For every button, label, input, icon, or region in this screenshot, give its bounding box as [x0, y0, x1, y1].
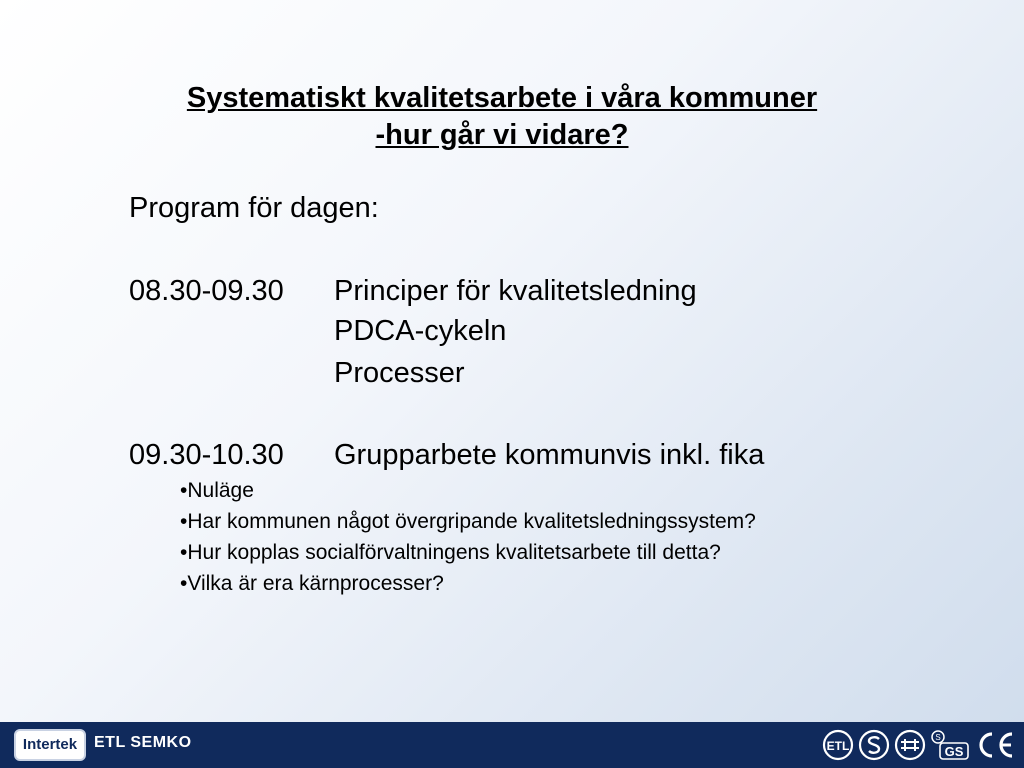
- session-2-item-1: Grupparbete kommunvis inkl. fika: [334, 439, 765, 471]
- intertek-logo: [14, 729, 86, 761]
- etl-semko-text: ETL SEMKO: [94, 734, 192, 751]
- session-1-item-2: PDCA-cykeln: [334, 315, 507, 347]
- etl-mark-icon: [822, 729, 854, 761]
- session-2-bullet-2: •Har kommunen något övergripande kvalitetsledningssystem?: [180, 510, 756, 533]
- svg-text:S: S: [935, 733, 941, 742]
- ce-mark-icon: [974, 729, 1016, 761]
- session-1-item-1: Principer för kvalitetsledning: [334, 275, 697, 307]
- intertek-logo-text: Intertek: [22, 736, 78, 753]
- session-1-time: 08.30-09.30: [129, 275, 284, 307]
- svg-text:GS: GS: [944, 744, 964, 759]
- session-2-bullet-3: •Hur kopplas socialförvaltningens kvalitetsarbete till detta?: [180, 541, 721, 564]
- session-2-bullet-1: •Nuläge: [180, 479, 254, 502]
- s-mark-icon: [858, 729, 890, 761]
- session-2-bullet-4: •Vilka är era kärnprocesser?: [180, 572, 444, 595]
- program-heading: Program för dagen:: [129, 192, 379, 224]
- slide-title-line2: -hur går vi vidare?: [375, 119, 629, 151]
- slide-title-line1: Systematiskt kvalitetsarbete i våra kommuner: [186, 82, 818, 114]
- gs-mark-icon: [930, 729, 970, 761]
- session-1-item-3: Processer: [334, 357, 465, 389]
- certification-mark-icon: [894, 729, 926, 761]
- svg-text:ETL: ETL: [826, 739, 850, 753]
- footer-bar: [0, 722, 1024, 768]
- certification-marks: [822, 728, 1016, 762]
- session-2-time: 09.30-10.30: [129, 439, 284, 471]
